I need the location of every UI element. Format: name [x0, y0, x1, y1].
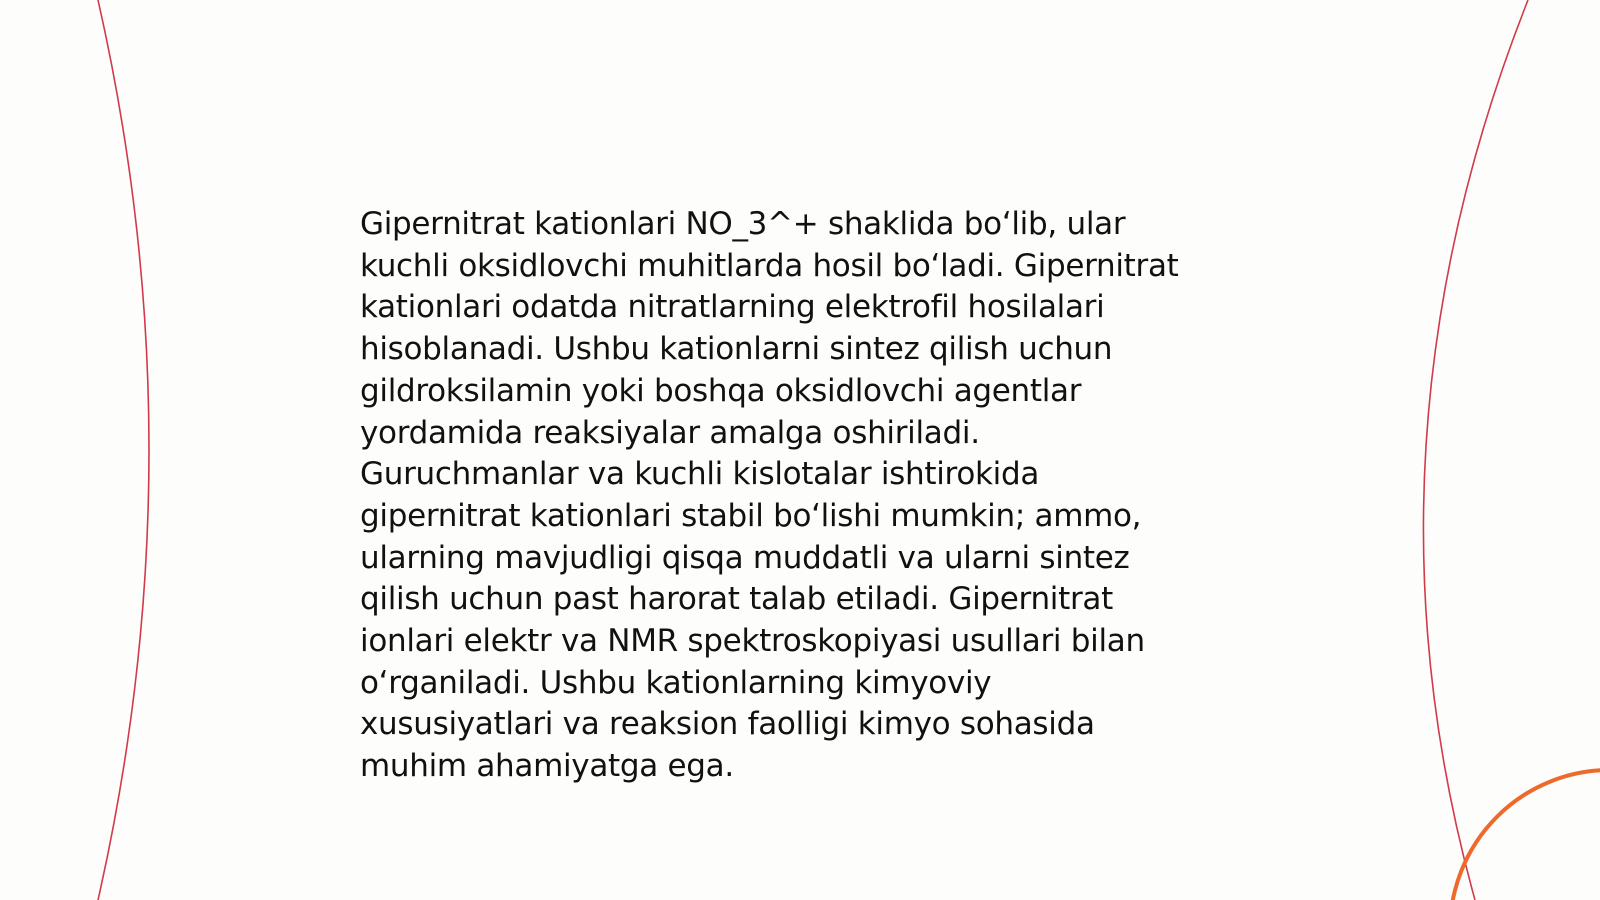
paragraph-line: o‘rganiladi. Ushbu kationlarning kimyoviy	[360, 664, 992, 701]
paragraph-line: xususiyatlari va reaksion faolligi kimyo sohasida	[360, 706, 1095, 743]
paragraph-line: kationlari odatda nitratlarning elektrofil hosilalari	[360, 289, 1105, 326]
paragraph-line: Gipernitrat kationlari NO_3^+ shaklida bo‘lib, ular	[360, 206, 1126, 242]
paragraph-line: yordamida reaksiyalar amalga oshiriladi.	[360, 414, 980, 451]
paragraph-line: gipernitrat kationlari stabil bo‘lishi mumkin; ammo,	[360, 497, 1142, 534]
paragraph-line: Guruchmanlar va kuchli kislotalar ishtirokida	[360, 456, 1040, 493]
paragraph-line: qilish uchun past harorat talab etiladi. Gipernitrat	[360, 581, 1113, 618]
paragraph-line: gildroksilamin yoki boshqa oksidlovchi agentlar	[360, 372, 1082, 409]
body-paragraph	[360, 204, 1240, 788]
right-curve	[1423, 0, 1528, 900]
left-curve	[98, 0, 149, 900]
paragraph-line: ularning mavjudligi qisqa muddatli va ularni sintez	[360, 539, 1130, 576]
paragraph-line: hisoblanadi. Ushbu kationlarni sintez qilish uchun	[360, 331, 1113, 368]
paragraph-line: kuchli oksidlovchi muhitlarda hosil bo‘ladi. Gipernitrat	[360, 247, 1179, 284]
paragraph-line: ionlari elektr va NMR spektroskopiyasi usullari bilan	[360, 623, 1145, 660]
paragraph-line: muhim ahamiyatga ega.	[360, 748, 734, 785]
orange-arc	[1450, 770, 1600, 900]
